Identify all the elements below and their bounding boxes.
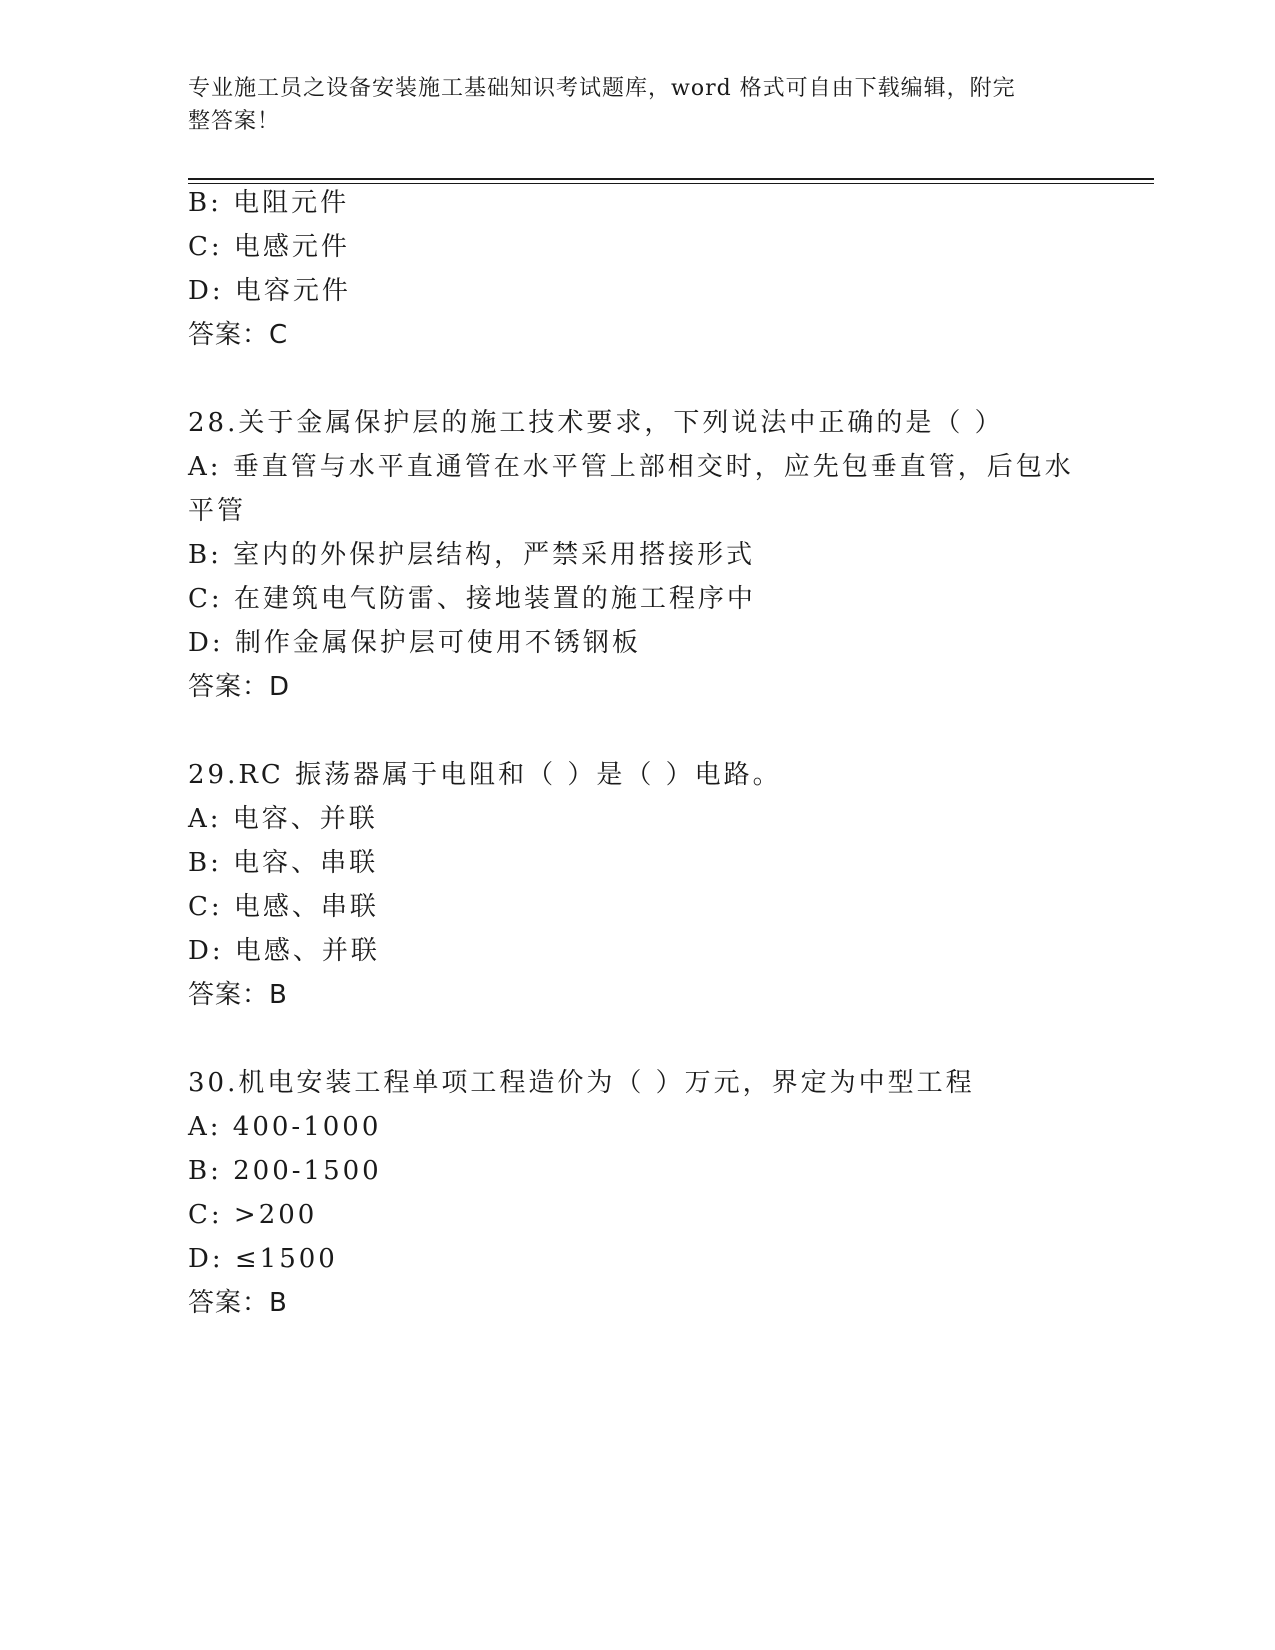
q29-option-d: D: 电感、并联 <box>188 936 380 966</box>
q30-option-c: C: >200 <box>188 1200 318 1230</box>
header-divider-thin <box>188 183 1154 184</box>
q30-question: 30.机电安装工程单项工程造价为（ ）万元，界定为中型工程 <box>188 1068 975 1098</box>
q27-option-d: D: 电容元件 <box>188 276 351 306</box>
q29-option-a: A: 电容、并联 <box>188 804 378 834</box>
q28-answer: 答案：D <box>188 672 291 702</box>
q28-option-a-line-2: 平管 <box>188 496 247 526</box>
q29-answer: 答案：B <box>188 980 288 1010</box>
q28-option-a-line-1: A: 垂直管与水平直通管在水平管上部相交时，应先包垂直管，后包水 <box>188 452 1074 482</box>
q29-option-b: B: 电容、串联 <box>188 848 379 878</box>
q30-option-b: B: 200-1500 <box>188 1156 382 1186</box>
q30-option-a: A: 400-1000 <box>188 1112 382 1142</box>
q27-answer: 答案：C <box>188 320 289 350</box>
q28-option-c: C: 在建筑电气防雷、接地装置的施工程序中 <box>188 584 756 614</box>
q28-option-b: B: 室内的外保护层结构，严禁采用搭接形式 <box>188 540 756 570</box>
q30-option-d: D: ≤1500 <box>188 1244 338 1274</box>
q27-option-b: B: 电阻元件 <box>188 188 350 218</box>
header-line-2: 整答案！ <box>188 109 281 134</box>
q27-option-c: C: 电感元件 <box>188 232 350 262</box>
q28-question: 28.关于金属保护层的施工技术要求，下列说法中正确的是（ ） <box>188 408 1004 438</box>
q28-option-d: D: 制作金属保护层可使用不锈钢板 <box>188 628 641 658</box>
q30-answer: 答案：B <box>188 1288 288 1318</box>
header-line-1: 专业施工员之设备安装施工基础知识考试题库，word 格式可自由下载编辑，附完 <box>188 76 1016 101</box>
q29-question: 29.RC 振荡器属于电阻和（ ）是（ ）电路。 <box>188 760 782 790</box>
document-header <box>188 72 1068 138</box>
header-divider-thick <box>188 178 1154 180</box>
q29-option-c: C: 电感、串联 <box>188 892 379 922</box>
